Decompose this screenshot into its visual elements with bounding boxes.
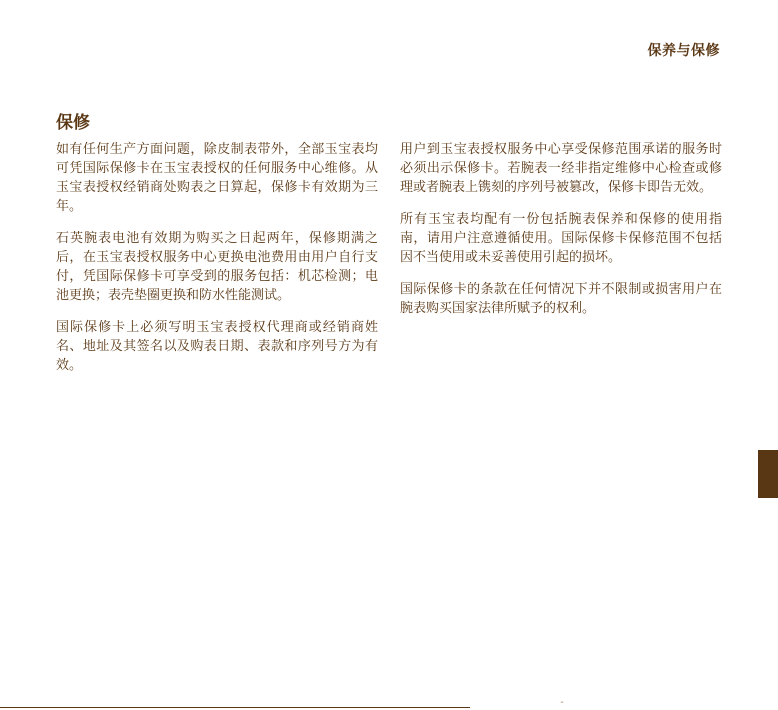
side-index-tab: [758, 450, 778, 498]
footer-marks: ¨: [560, 701, 564, 710]
bottom-divider: [0, 707, 470, 708]
page-header-title: 保养与保修: [647, 43, 720, 59]
paragraph: 国际保修卡上必须写明玉宝表授权代理商或经销商姓名、地址及其签名以及购表日期、表款和序列号方为有效。: [56, 320, 378, 373]
paragraph: 用户到玉宝表授权服务中心享受保修范围承诺的服务时必须出示保修卡。若腕表一经非指定维修中心检查或修理或者腕表上镌刻的序列号被篡改，保修卡即告无效。: [400, 142, 722, 195]
section-heading: 保修: [56, 113, 90, 133]
paragraph: 如有任何生产方面问题，除皮制表带外，全部玉宝表均可凭国际保修卡在玉宝表授权的任何服务中心维修。从玉宝表授权经销商处购表之日算起，保修卡有效期为三年。: [56, 142, 378, 214]
left-text-column: [56, 140, 378, 388]
right-text-column: [400, 140, 722, 331]
paragraph: 国际保修卡的条款在任何情况下并不限制或损害用户在腕表购买国家法律所赋予的权利。: [400, 282, 722, 316]
paragraph: 所有玉宝表均配有一份包括腕表保养和保修的使用指南，请用户注意遵循使用。国际保修卡保修范围不包括因不当使用或未妥善使用引起的损坏。: [400, 212, 722, 265]
paragraph: 石英腕表电池有效期为购买之日起两年，保修期满之后，在玉宝表授权服务中心更换电池费用由用户自行支付，凭国际保修卡可享受到的服务包括：机芯检测；电池更换；表壳垫圈更换和防水性能测试。: [56, 231, 378, 303]
